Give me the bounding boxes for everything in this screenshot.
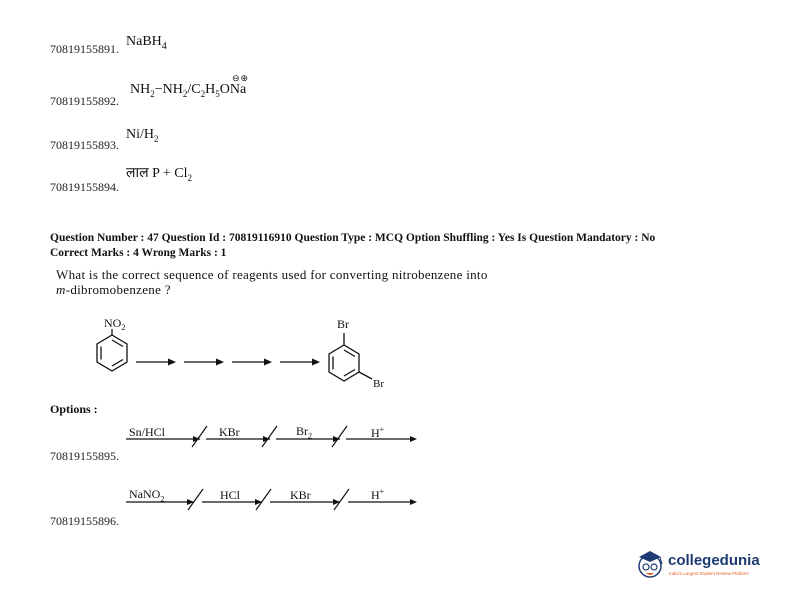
charge-symbols: ⊖⊕ xyxy=(232,73,250,83)
option-id: 70819155892. xyxy=(50,94,119,108)
product-name: -dibromobenzene ? xyxy=(65,282,171,297)
marks-line: Correct Marks : 4 Wrong Marks : 1 xyxy=(50,247,227,259)
option-reagent xyxy=(371,487,384,503)
option-id: 70819155893. xyxy=(50,138,119,152)
option-2-scheme xyxy=(126,489,412,510)
option-id: 70819155894. xyxy=(50,180,119,194)
option-id: 70819155891. xyxy=(50,42,119,56)
reagent-text: KBr xyxy=(219,425,240,439)
mascot-icon xyxy=(636,548,666,580)
reagent-text: Br xyxy=(296,424,308,438)
reagent-sup: + xyxy=(379,487,385,496)
reagent-text: NaNO xyxy=(129,487,161,501)
option-id: 70819155896. xyxy=(50,514,119,528)
meta-prefix: m xyxy=(56,282,66,297)
reagent-text: HCl xyxy=(220,488,241,502)
option-reagent xyxy=(220,488,240,503)
reagent-sub: 2 xyxy=(308,431,312,441)
nitro-group-label: $NO_2$ xyxy=(104,316,126,332)
reagent-text: Sn/HCl xyxy=(129,425,166,439)
nitrobenzene-structure xyxy=(97,329,127,371)
bromo-label-meta: Br xyxy=(373,378,384,390)
option-reagent xyxy=(219,425,240,440)
option-reagent xyxy=(296,424,312,440)
reagent-sub: 4 xyxy=(161,40,167,52)
question-line-1: What is the correct sequence of reagents used for converting nitrobenzene into xyxy=(56,267,488,282)
logo-tagline: India's Largest Student Review Platform xyxy=(669,571,749,576)
bromo-label-top: Br xyxy=(337,317,349,331)
logo-wordmark: collegedunia xyxy=(668,552,760,569)
dibromobenzene-structure xyxy=(329,333,372,381)
question-meta-line: Question Number : 47 Question Id : 70819116910 Question Type : MCQ Option Shuffling : Yes Is Question Mandatory : No xyxy=(50,232,656,244)
option-reagent xyxy=(290,488,311,503)
collegedunia-logo[interactable] xyxy=(636,548,766,582)
option-reagent: $NH_2-NH_2/C_2H_5ONa$ xyxy=(130,82,247,99)
reagent-text: H xyxy=(371,488,380,502)
option-id: 70819155895. xyxy=(50,449,119,463)
reagent-text: H xyxy=(371,426,380,440)
option-reagent xyxy=(129,487,164,503)
reagent-sup: + xyxy=(379,425,385,434)
options-label: Options : xyxy=(50,402,98,416)
option-reagent: $Ni/H_2$ xyxy=(126,127,159,144)
option-1-scheme xyxy=(126,426,412,447)
option-reagent xyxy=(371,425,384,441)
reagent-sub: 2 xyxy=(160,494,165,504)
option-reagent: लाल $P + Cl_2$ xyxy=(126,166,192,183)
reagent-text: KBr xyxy=(290,488,311,502)
reagent-text: NaBH xyxy=(126,34,162,49)
option-reagent xyxy=(129,425,165,440)
